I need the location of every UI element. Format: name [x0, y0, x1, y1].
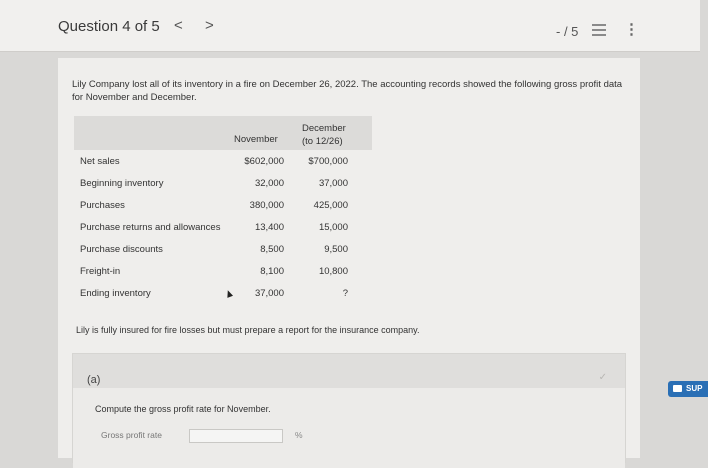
next-question-button[interactable]: >	[205, 17, 214, 34]
col-header-december-line1: December	[302, 123, 346, 134]
cell-december: $700,000	[308, 156, 348, 167]
table-row	[74, 244, 372, 264]
cell-november: 8,500	[260, 244, 284, 255]
part-a-panel	[72, 353, 626, 463]
cell-november: 380,000	[249, 200, 284, 211]
gross-profit-rate-input[interactable]	[189, 429, 283, 443]
table-row	[74, 266, 372, 286]
checkmark-icon: ✓	[598, 372, 607, 383]
more-options-icon[interactable]: ⋮	[624, 21, 639, 38]
cell-december: 425,000	[313, 200, 348, 211]
row-label: Purchase returns and allowances	[80, 222, 221, 233]
cell-december: 37,000	[318, 178, 348, 189]
problem-intro: Lily Company lost all of its inventory in a fire on December 26, 2022. The accounting records showed the following gross profit data for November and December.	[72, 79, 623, 103]
part-a-body	[73, 388, 625, 468]
cell-november: 13,400	[254, 222, 284, 233]
support-button[interactable]	[668, 381, 708, 397]
col-header-december-line2: (to 12/26)	[302, 136, 343, 147]
table-row	[74, 200, 372, 220]
question-content	[58, 58, 640, 458]
cell-november: 32,000	[254, 178, 284, 189]
percent-unit: %	[295, 430, 303, 440]
row-label: Ending inventory	[80, 288, 151, 299]
col-header-december	[302, 122, 372, 148]
cell-november: 8,100	[260, 266, 284, 277]
support-label: SUP	[686, 384, 703, 393]
cell-december: ?	[342, 288, 348, 299]
cell-november: 37,000	[254, 288, 284, 299]
table-row	[74, 222, 372, 242]
previous-question-button[interactable]: <	[174, 17, 183, 34]
table-row	[74, 178, 372, 198]
cell-november: $602,000	[244, 156, 284, 167]
row-label: Purchases	[80, 200, 125, 211]
row-label: Net sales	[80, 156, 120, 167]
gross-profit-rate-label: Gross profit rate	[101, 430, 162, 440]
part-a-header[interactable]	[73, 354, 625, 388]
table-row	[74, 156, 372, 176]
part-a-label: (a)	[87, 374, 101, 386]
question-list-icon[interactable]	[592, 24, 606, 36]
cell-december: 10,800	[318, 266, 348, 277]
question-header	[0, 0, 700, 52]
row-label: Purchase discounts	[80, 244, 163, 255]
cell-december: 9,500	[324, 244, 348, 255]
insurance-note: Lily is fully insured for fire losses but must prepare a report for the insurance company.	[76, 325, 420, 335]
part-a-instruction: Compute the gross profit rate for November.	[95, 404, 271, 414]
table-row	[74, 288, 372, 308]
row-label: Freight-in	[80, 266, 121, 277]
question-counter: Question 4 of 5	[58, 18, 160, 35]
score-display: - / 5	[556, 24, 579, 39]
col-header-november: November	[234, 134, 278, 145]
chat-icon	[673, 385, 682, 392]
row-label: Beginning inventory	[80, 178, 164, 189]
cell-december: 15,000	[318, 222, 348, 233]
